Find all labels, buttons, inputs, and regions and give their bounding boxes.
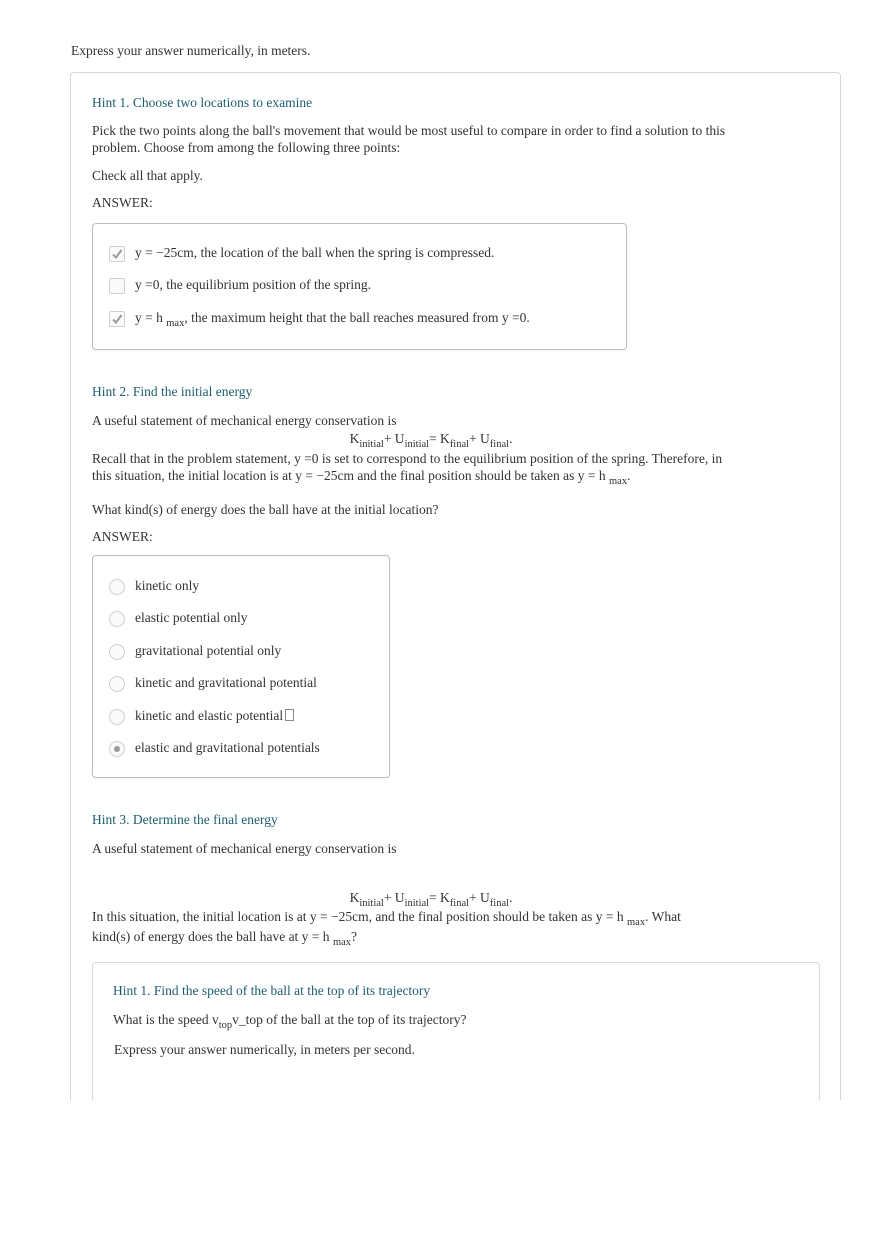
hint3-intro: A useful statement of mechanical energy conservation is (92, 841, 397, 856)
hint1-title[interactable]: Hint 1. Choose two locations to examine (92, 95, 313, 110)
hint3-title[interactable]: Hint 3. Determine the final energy (92, 812, 278, 827)
subhint1-title[interactable]: Hint 1. Find the speed of the ball at the top of its trajectory (113, 983, 431, 998)
subhint1-question: What is the speed $v_{top}v\_top$ of the ball at the top of its trajectory? (113, 1012, 467, 1031)
radio-unselected-icon[interactable] (109, 709, 125, 725)
hint2-recall-line1: Recall that in the problem statement, y =0 is set to correspond to the equilibrium position of the spring. Therefore, in (92, 451, 723, 466)
checkbox-checked-icon[interactable] (109, 311, 125, 327)
hint1-check-all: Check all that apply. (92, 168, 203, 183)
radio-unselected-icon[interactable] (109, 579, 125, 595)
hint2-option-6-label: elastic and gravitational potentials (135, 740, 320, 755)
hint1-option-3-label: y = h $_{max}$, the maximum height that the ball reaches measured from y =0. (135, 310, 530, 329)
hint2-answer-box (92, 555, 390, 778)
hint2-intro: A useful statement of mechanical energy conservation is (92, 413, 397, 428)
hint3-line2: kind(s) of energy does the ball have at y = h $_{max}$? (92, 929, 358, 948)
radio-unselected-icon[interactable] (109, 611, 125, 627)
hint3-equation: $K_{initial}+ U_{initial}= K_{final}+ U_{final}$. (349, 890, 513, 909)
hint1-body-line2: problem. Choose from among the following three points: (92, 140, 401, 155)
hint2-option-4-label: kinetic and gravitational potential (135, 675, 317, 690)
checkbox-unchecked-icon[interactable] (109, 278, 125, 294)
hint1-option-1-label: y = −25cm, the location of the ball when the spring is compressed. (135, 245, 495, 260)
hint3-line1: In this situation, the initial location is at y = −25cm, and the final position should be taken as y = h $_{max}$. What (92, 909, 681, 928)
hint2-option-2-label: elastic potential only (135, 610, 248, 625)
hint1-option-2-label: y =0, the equilibrium position of the spring. (135, 277, 371, 292)
missing-glyph-icon (285, 709, 294, 721)
hint2-recall-line2: this situation, the initial location is at y = −25cm and the final position should be taken as y = h $_{max}$. (92, 468, 631, 487)
hint2-option-1-label: kinetic only (135, 578, 200, 593)
hint2-option-3-label: gravitational potential only (135, 643, 282, 658)
checkbox-checked-icon[interactable] (109, 246, 125, 262)
radio-unselected-icon[interactable] (109, 644, 125, 660)
hint2-answer-label: ANSWER: (92, 529, 153, 544)
subhint1-instruction: Express your answer numerically, in meters per second. (114, 1042, 415, 1057)
hint1-answer-box (92, 223, 627, 350)
radio-selected-icon[interactable] (109, 741, 125, 757)
page-bottom-blank (0, 1100, 880, 1247)
hint1-body-line1: Pick the two points along the ball's movement that would be most useful to compare in order to find a solution to this (92, 123, 726, 138)
radio-unselected-icon[interactable] (109, 676, 125, 692)
intro-instruction: Express your answer numerically, in meters. (71, 43, 311, 58)
hint1-answer-label: ANSWER: (92, 195, 153, 210)
hint2-title[interactable]: Hint 2. Find the initial energy (92, 384, 253, 399)
hint2-question: What kind(s) of energy does the ball have at the initial location? (92, 502, 439, 517)
hint2-equation: $K_{initial}+ U_{initial}= K_{final}+ U_{final}$. (349, 431, 513, 450)
hint2-option-5-label: kinetic and elastic potential (135, 707, 294, 725)
